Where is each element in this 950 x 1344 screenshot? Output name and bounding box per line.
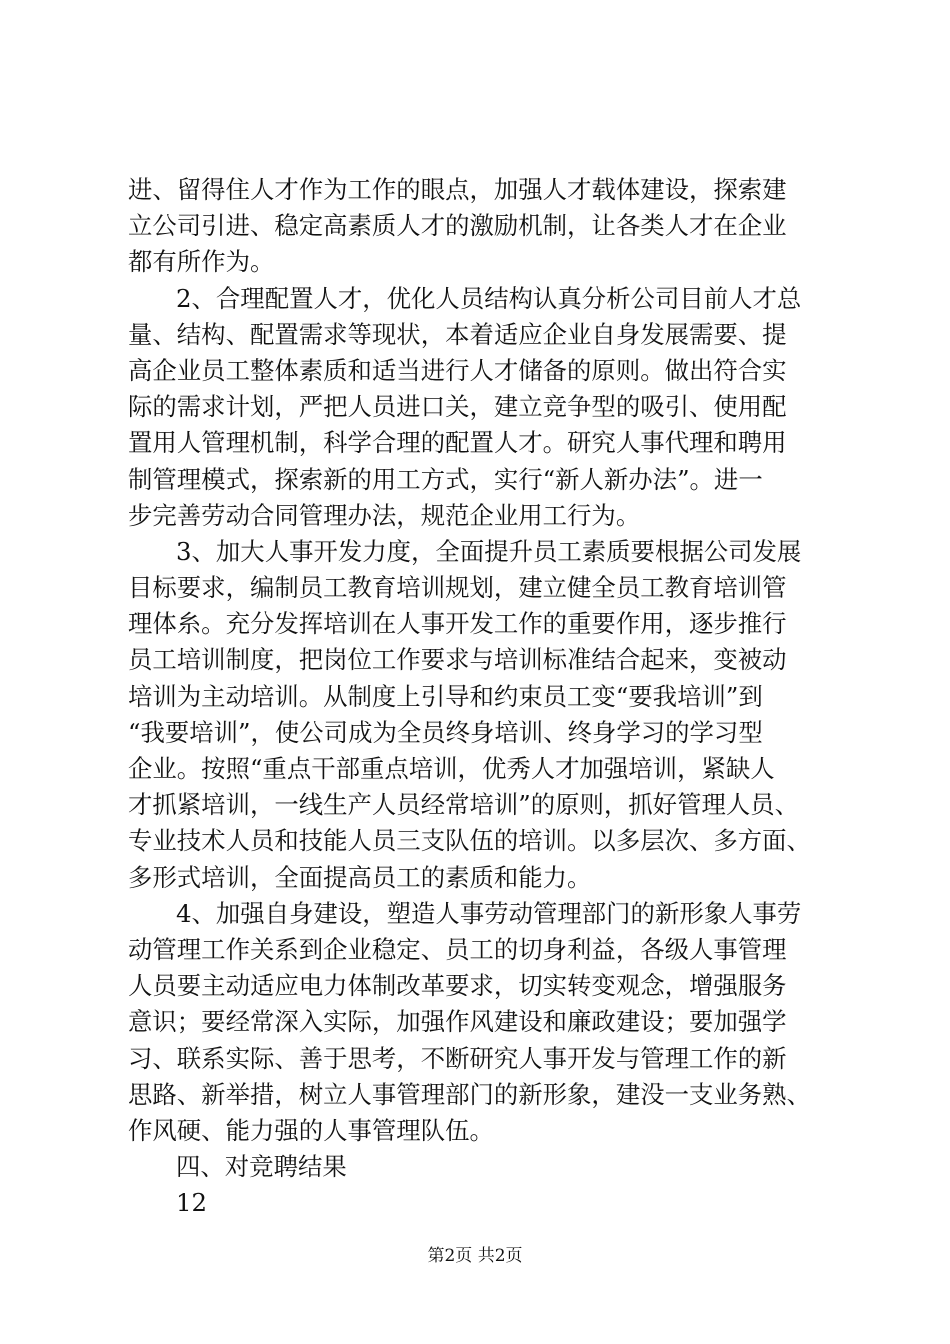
text-line: “我要培训”，使公司成为全员终身培训、终身学习的学习型 — [128, 717, 763, 747]
paragraph-4-start: 4、加强自身建设，塑造人事劳动管理部门的新形象人事劳 — [176, 898, 802, 928]
text-line: 专业技术人员和技能人员三支队伍的培训。以多层次、多方面、 — [128, 826, 811, 856]
text-line: 才抓紧培训，一线生产人员经常培训”的原则，抓好管理人员、 — [128, 790, 800, 820]
text-line: 步完善劳动合同管理办法，规范企业用工行为。 — [128, 500, 641, 530]
text-line: 员工培训制度，把岗位工作要求与培训标准结合起来，变被动 — [128, 645, 787, 675]
text-line: 理体糸。充分发挥培训在人事开发工作的重要作用，逐步推行 — [128, 609, 787, 639]
section-heading: 四、对竞聘结果 — [176, 1152, 347, 1182]
text-line: 作风硬、能力强的人事管理队伍。 — [128, 1115, 494, 1145]
page-number-text: 12 — [176, 1188, 208, 1218]
text-line: 目标要求，编制员工教育培训规划，建立健全员工教育培训管 — [128, 573, 787, 603]
text-line: 量、结构、配置需求等现状，本着适应企业自身发展需要、提 — [128, 319, 787, 349]
text-line: 意识；要经常深入实际，加强作风建设和廉政建设；要加强学 — [128, 1007, 787, 1037]
text-line: 培训为主动培训。从制度上引导和约束员工变“要我培训”到 — [128, 681, 763, 711]
paragraph-3-start: 3、加大人事开发力度，全面提升员工素质要根据公司发展 — [176, 536, 802, 566]
page-footer: 第2页 共2页 — [427, 1246, 523, 1266]
text-line: 动管理工作关系到企业稳定、员工的切身利益，各级人事管理 — [128, 934, 787, 964]
text-line: 人员要主动适应电力体制改革要求，切实转变观念，增强服务 — [128, 971, 787, 1001]
text-line: 思路、新举措，树立人事管理部门的新形象，建没一支业务熟、 — [128, 1079, 811, 1109]
text-line: 制管理模式，探索新的用工方式，实行“新人新办法”。进一 — [128, 464, 763, 494]
text-line: 进、留得住人才作为工作的眼点，加强人才载体建设，探索建 — [128, 175, 787, 204]
text-line: 习、联系实际、善于思考，不断研究人事开发与管理工作的新 — [128, 1043, 787, 1073]
text-line: 置用人管理机制，科学合理的配置人才。研究人事代理和聘用 — [128, 428, 787, 458]
document-body — [128, 172, 828, 1221]
text-line: 际的需求计划，严把人员进口关，建立竞争型的吸引、使用配 — [128, 392, 787, 422]
text-line: 多形式培训，全面提高员工的素质和能力。 — [128, 862, 592, 892]
text-line: 都有所作为。 — [128, 247, 275, 277]
text-line: 企业。按照“重点干部重点培训，优秀人才加强培训，紧缺人 — [128, 754, 775, 783]
text-line: 立公司引进、稳定高素质人才的激励机制，让各类人才在企业 — [128, 211, 787, 241]
paragraph-2-start: 2、合理配置人才，优化人员结构认真分析公司目前人才总 — [176, 283, 802, 313]
text-line: 高企业员工整体素质和适当进行人才储备的原则。做出符合实 — [128, 355, 787, 385]
